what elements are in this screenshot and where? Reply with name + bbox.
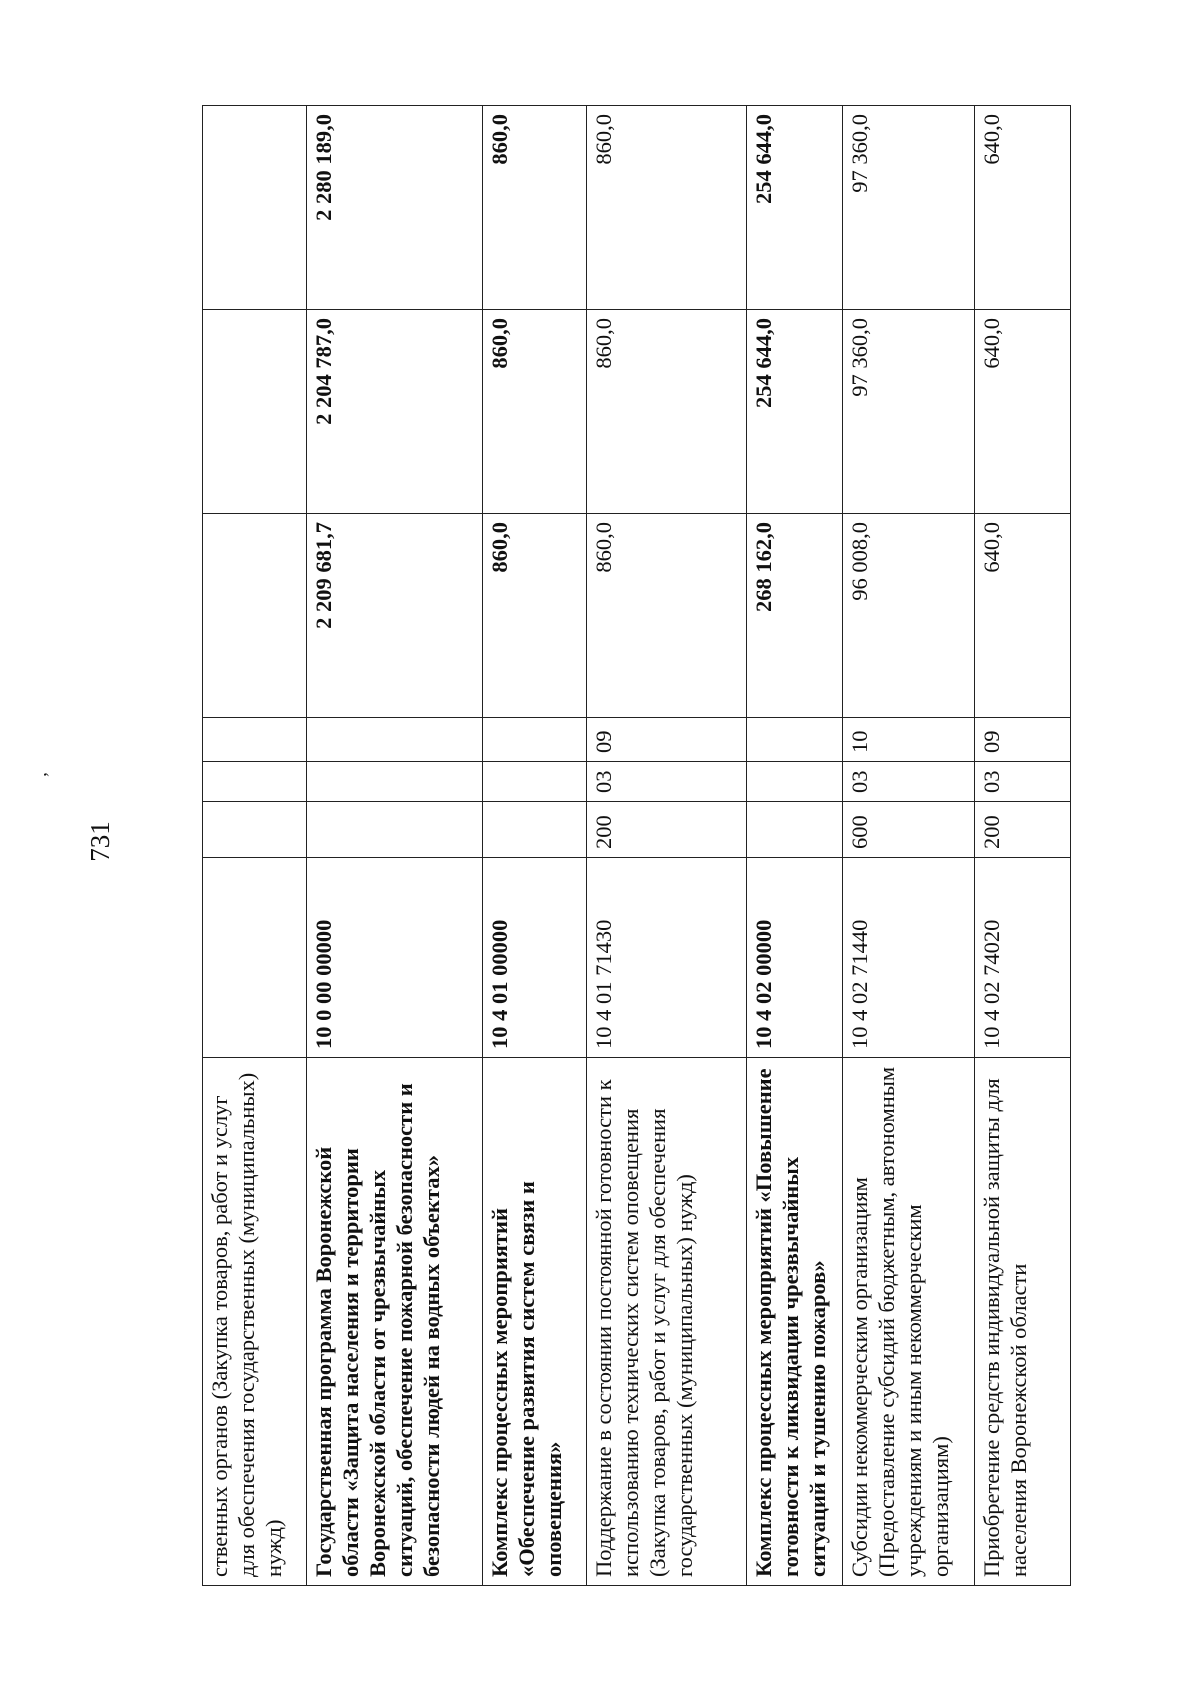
row-description: Субсидии некоммерческим организациям (Предоставление субсидий бюджетным, автономным учреждениям и иным некоммерческим организациям) [843, 1058, 975, 1586]
target-article-code: 10 4 01 00000 [483, 858, 587, 1058]
amount-year-1: 2 209 681,7 [307, 514, 483, 718]
amount-year-2: 2 204 787,0 [307, 310, 483, 514]
section-code: 03 [975, 762, 1071, 802]
amount-year-2: 97 360,0 [843, 310, 975, 514]
row-description: Приобретение средств индивидуальной защиты для населения Воронежской области [975, 1058, 1071, 1586]
table-row [203, 106, 307, 1586]
table-row [483, 106, 587, 1586]
amount-year-1: 96 008,0 [843, 514, 975, 718]
section-code [203, 762, 307, 802]
expense-type-code: 200 [975, 802, 1071, 858]
rotated-table-frame [202, 106, 1070, 1586]
target-article-code: 10 4 02 71440 [843, 858, 975, 1058]
amount-year-3: 860,0 [483, 106, 587, 310]
expense-type-code: 600 [843, 802, 975, 858]
expense-type-code [307, 802, 483, 858]
amount-year-3: 2 280 189,0 [307, 106, 483, 310]
section-code: 03 [587, 762, 747, 802]
expense-type-code [747, 802, 843, 858]
amount-year-3: 254 644,0 [747, 106, 843, 310]
target-article-code: 10 4 02 00000 [747, 858, 843, 1058]
row-description: Государственная программа Воронежской области «Защита населения и территории Воронежской области от чрезвычайных ситуаций, обеспечение пожарной безопасности и безопасности людей на водных объектах» [307, 1058, 483, 1586]
subsection-code [483, 718, 587, 762]
table-row [587, 106, 747, 1586]
row-description: Комплекс процессных мероприятий «Обеспечение развития систем связи и оповещения» [483, 1058, 587, 1586]
subsection-code [203, 718, 307, 762]
table-row [307, 106, 483, 1586]
table-row [975, 106, 1071, 1586]
amount-year-3: 97 360,0 [843, 106, 975, 310]
amount-year-2 [203, 310, 307, 514]
amount-year-1: 860,0 [587, 514, 747, 718]
subsection-code [307, 718, 483, 762]
expense-type-code [203, 802, 307, 858]
amount-year-1: 640,0 [975, 514, 1071, 718]
budget-table [202, 105, 1071, 1586]
amount-year-3: 860,0 [587, 106, 747, 310]
amount-year-1 [203, 514, 307, 718]
expense-type-code [483, 802, 587, 858]
expense-type-code: 200 [587, 802, 747, 858]
row-description: Поддержание в состоянии постоянной готовности к использованию технических систем оповещения (Закупка товаров, работ и услуг для обеспечения государственных (муниципальных) нужд) [587, 1058, 747, 1586]
stray-mark: , [29, 772, 50, 777]
subsection-code: 09 [587, 718, 747, 762]
subsection-code: 09 [975, 718, 1071, 762]
target-article-code: 10 4 01 71430 [587, 858, 747, 1058]
amount-year-1: 860,0 [483, 514, 587, 718]
amount-year-2: 860,0 [587, 310, 747, 514]
table-row [747, 106, 843, 1586]
section-code [747, 762, 843, 802]
amount-year-2: 860,0 [483, 310, 587, 514]
target-article-code [203, 858, 307, 1058]
amount-year-2: 254 644,0 [747, 310, 843, 514]
row-description: ственных органов (Закупка товаров, работ и услуг для обеспечения государственных (муниципальных) нужд) [203, 1058, 307, 1586]
section-code [483, 762, 587, 802]
subsection-code: 10 [843, 718, 975, 762]
amount-year-3 [203, 106, 307, 310]
section-code: 03 [843, 762, 975, 802]
table-row [843, 106, 975, 1586]
amount-year-3: 640,0 [975, 106, 1071, 310]
row-description: Комплекс процессных мероприятий «Повышение готовности к ликвидации чрезвычайных ситуаций и тушению пожаров» [747, 1058, 843, 1586]
target-article-code: 10 4 02 74020 [975, 858, 1071, 1058]
amount-year-1: 268 162,0 [747, 514, 843, 718]
page-number: 731 [84, 821, 115, 862]
section-code [307, 762, 483, 802]
target-article-code: 10 0 00 00000 [307, 858, 483, 1058]
amount-year-2: 640,0 [975, 310, 1071, 514]
subsection-code [747, 718, 843, 762]
